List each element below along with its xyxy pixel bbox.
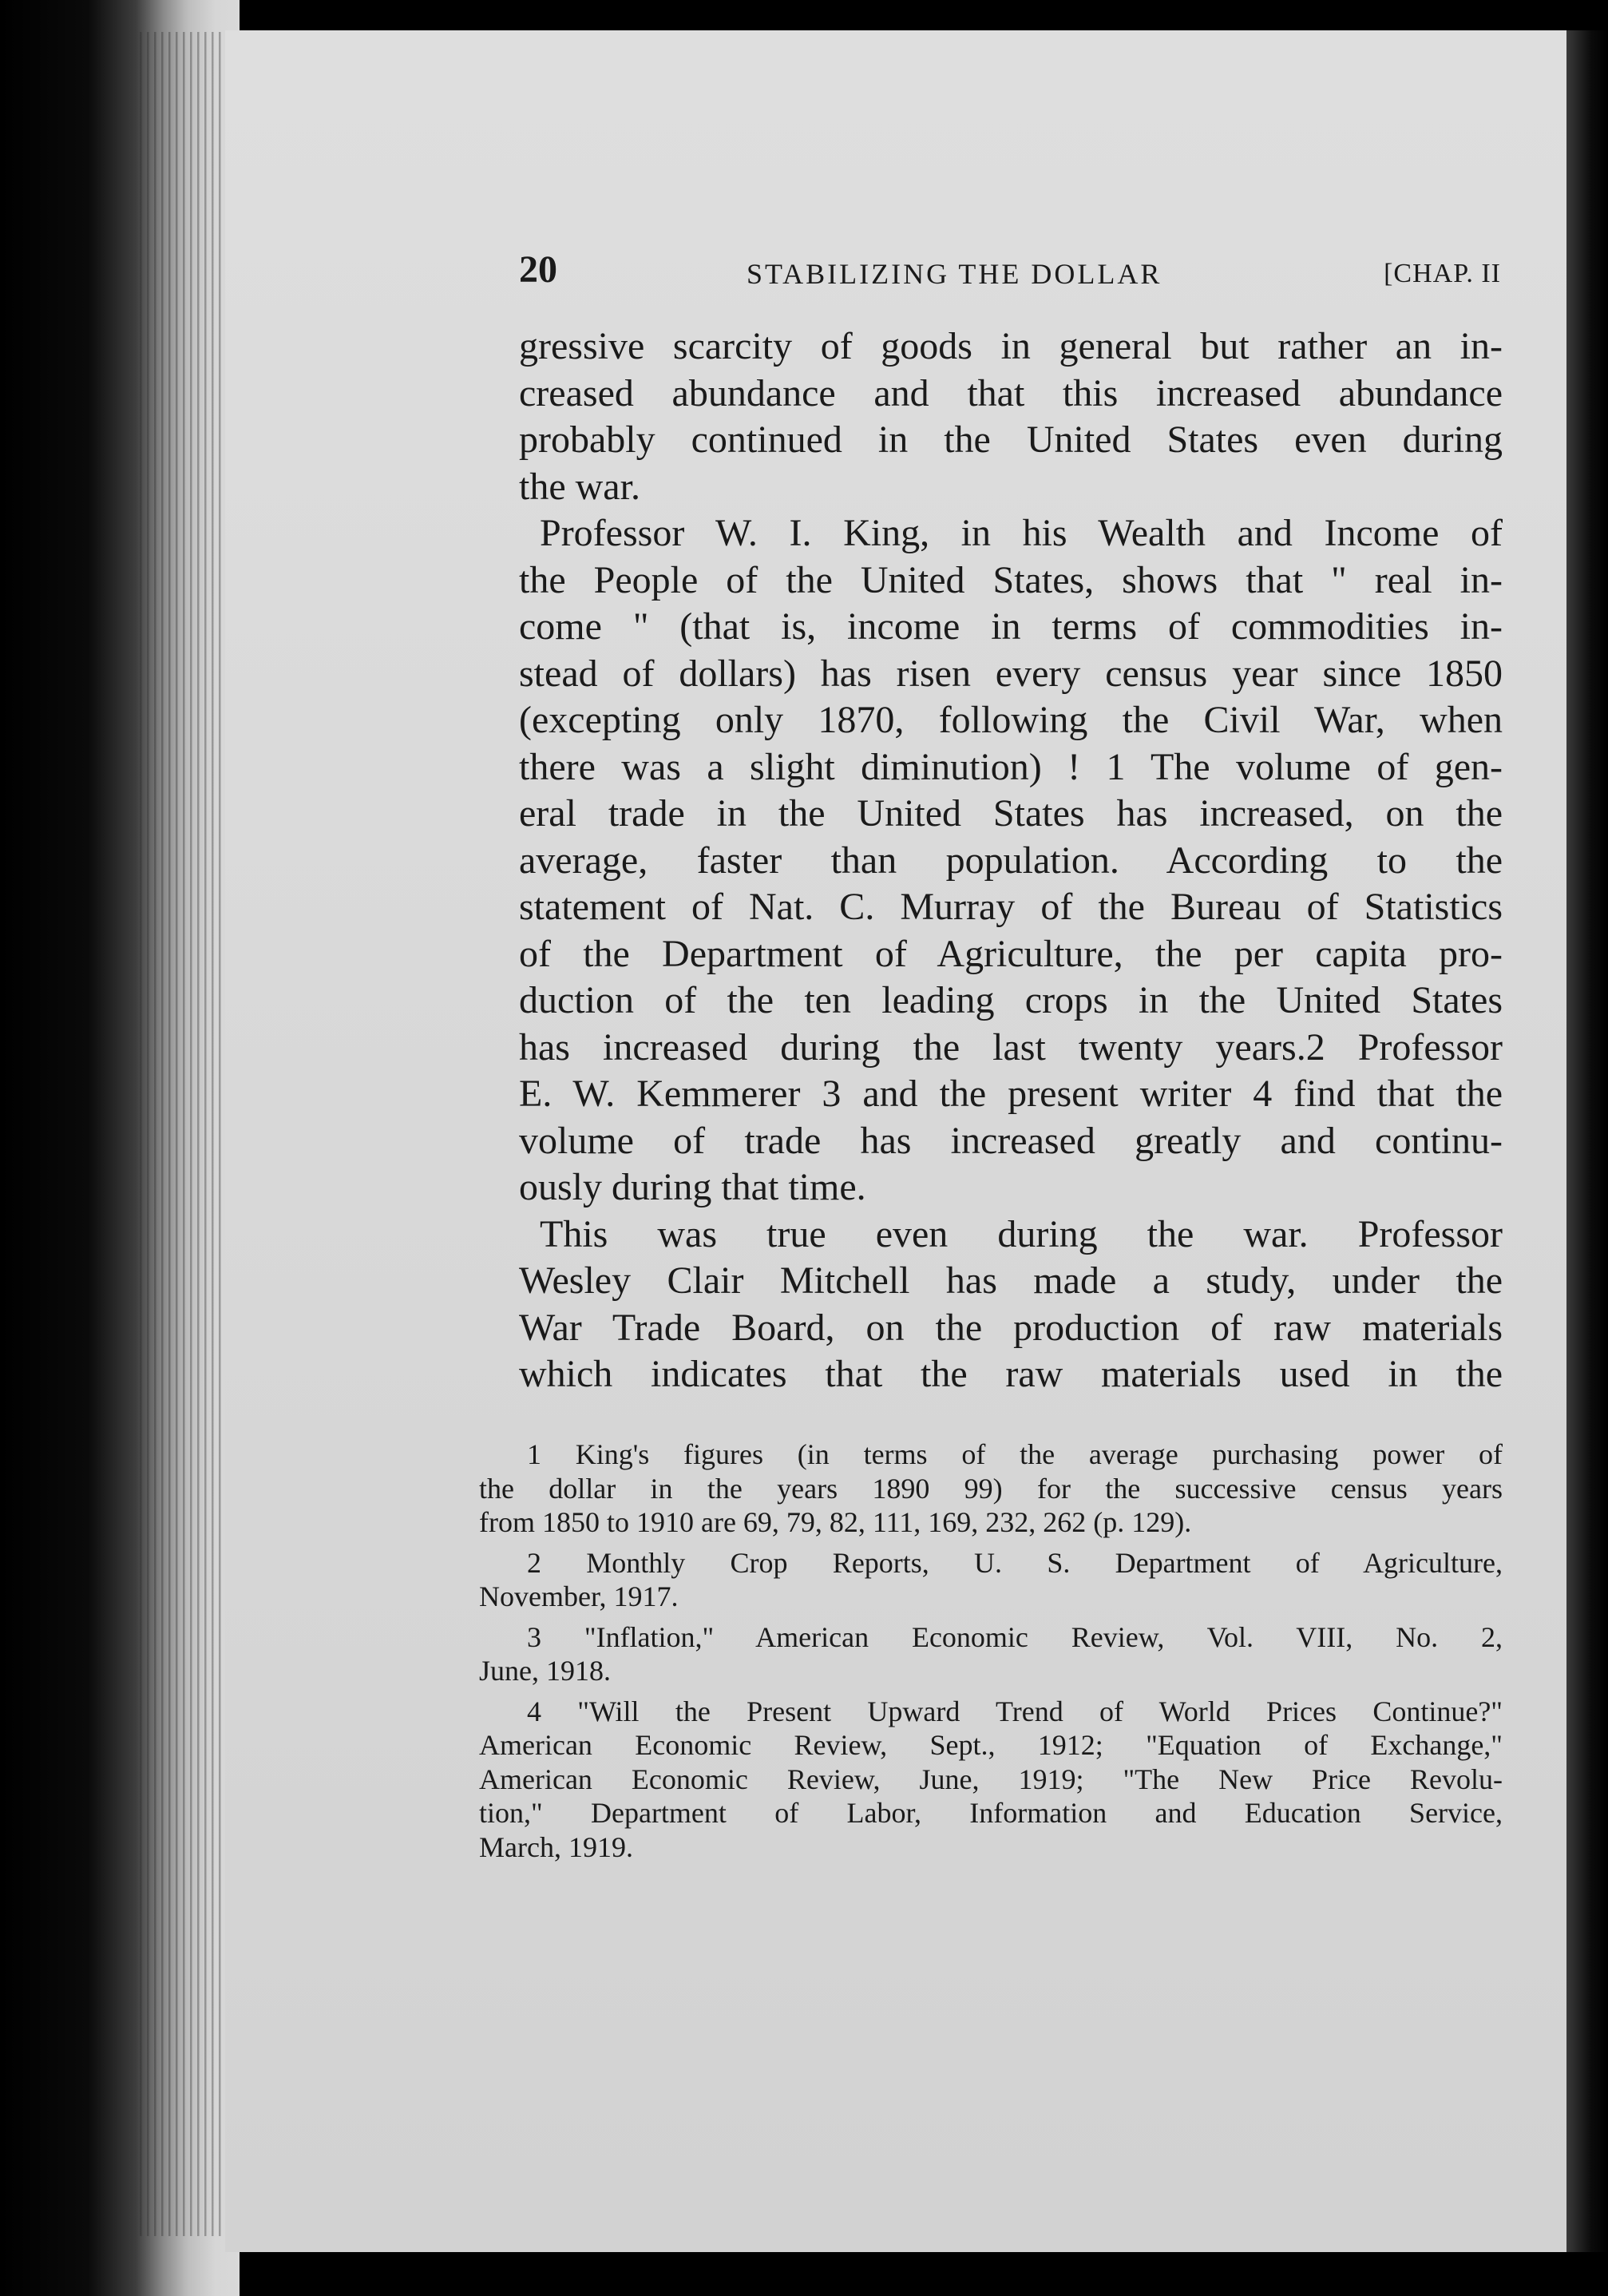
body-line: E. W. Kemmerer 3 and the present writer 4 find that the xyxy=(519,1073,1503,1115)
footnote-gap xyxy=(479,1688,1503,1695)
body-line: War Trade Board, on the production of raw materials xyxy=(519,1306,1503,1349)
body-line: duction of the ten leading crops in the United States xyxy=(519,979,1503,1021)
body-line: which indicates that the raw materials used in the xyxy=(519,1353,1503,1395)
body-line: eral trade in the United States has increased, on the xyxy=(519,792,1503,835)
body-text xyxy=(519,323,1503,1398)
body-line: creased abundance and that this increased abundance xyxy=(519,371,1503,414)
running-title: STABILIZING THE DOLLAR xyxy=(747,258,1162,290)
footnote-line: 2 Monthly Crop Reports, U. S. Department of Agriculture, xyxy=(527,1546,1503,1579)
footnote-line: 1 King's figures (in terms of the average purchasing power of xyxy=(527,1438,1503,1470)
body-line: Wesley Clair Mitchell has made a study, under the xyxy=(519,1259,1503,1302)
footnote-gap xyxy=(479,1540,1503,1546)
right-edge-shadow xyxy=(1566,30,1608,2252)
footnote-line: American Economic Review, Sept., 1912; "Equation of Exchange," xyxy=(479,1729,1503,1761)
body-line: ously during that time. xyxy=(519,1166,866,1208)
footnote-line: 4 "Will the Present Upward Trend of World Prices Continue?" xyxy=(527,1695,1503,1727)
footnote-line: March, 1919. xyxy=(479,1830,633,1863)
body-line: come " (that is, income in terms of commodities in- xyxy=(519,605,1503,648)
body-line: gressive scarcity of goods in general but rather an in- xyxy=(519,325,1503,367)
footnote-line: November, 1917. xyxy=(479,1580,679,1612)
footnote-line: American Economic Review, June, 1919; "The New Price Revolu- xyxy=(479,1763,1503,1795)
footnote-line: June, 1918. xyxy=(479,1655,611,1687)
body-line: the People of the United States, shows that " real in- xyxy=(519,558,1503,601)
footnote-line: 3 "Inflation," American Economic Review, Vol. VIII, No. 2, xyxy=(527,1620,1503,1653)
footnote-gap xyxy=(479,1614,1503,1620)
body-line: volume of trade has increased greatly and continu- xyxy=(519,1119,1503,1162)
body-line: Professor W. I. King, in his Wealth and Income of xyxy=(540,512,1503,554)
footnote-line: from 1850 to 1910 are 69, 79, 82, 111, 169, 232, 262 (p. 129). xyxy=(479,1506,1192,1538)
chapter-label: [CHAP. II xyxy=(1384,259,1501,288)
body-line: probably continued in the United States even during xyxy=(519,418,1503,461)
body-line: (excepting only 1870, following the Civil War, when xyxy=(519,699,1503,741)
body-line: has increased during the last twenty years.2 Professor xyxy=(519,1025,1503,1069)
footnotes xyxy=(479,1437,1503,1864)
body-line: This was true even during the war. Professor xyxy=(540,1212,1503,1255)
body-line: average, faster than population. According to the xyxy=(519,839,1503,882)
body-line: the war. xyxy=(519,465,640,508)
body-line: there was a slight diminution) ! 1 The volume of gen- xyxy=(519,745,1503,788)
footnote-line: the dollar in the years 1890 99) for the successive census years xyxy=(479,1472,1503,1505)
footnote-line: tion," Department of Labor, Information and Education Service, xyxy=(479,1797,1503,1829)
body-line: of the Department of Agriculture, the per capita pro- xyxy=(519,932,1503,975)
body-line: statement of Nat. C. Murray of the Bureau of Statistics xyxy=(519,886,1503,928)
running-head xyxy=(519,246,1501,302)
page-number: 20 xyxy=(519,248,557,291)
body-line: stead of dollars) has risen every census year since 1850 xyxy=(519,652,1503,695)
